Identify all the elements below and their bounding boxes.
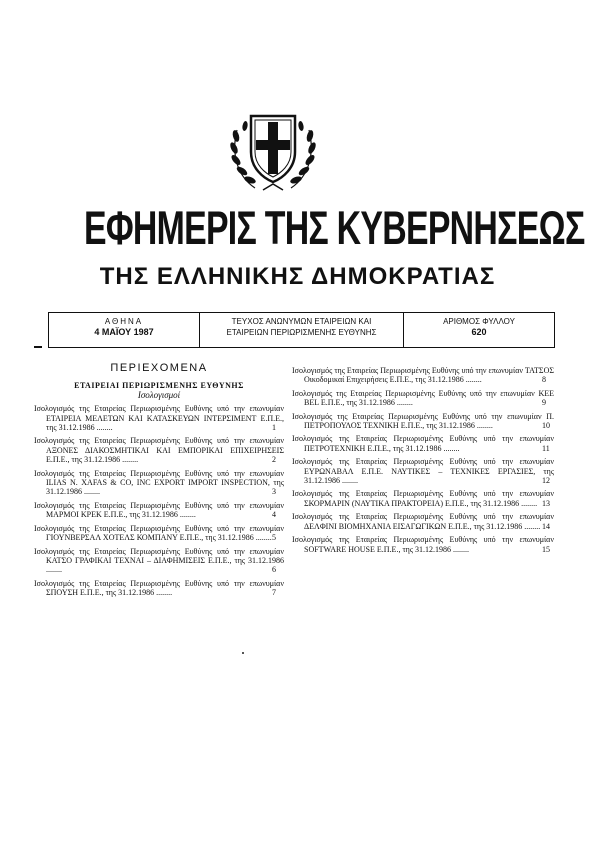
contents-entry xyxy=(34,579,284,598)
entry-page-number: 5 xyxy=(282,533,284,542)
entry-page-number: 4 xyxy=(282,510,284,519)
entry-page-number: 10 xyxy=(552,421,554,430)
entry-description: Ισολογισμός της Εταιρείας Περιωρισμένης Ευθύνης υπό την επωνυμίαν KEE BEL Ε.Π.Ε., της 31.12.1986 ........ xyxy=(292,388,554,408)
entry-page-number: 1 xyxy=(282,423,284,432)
entry-description: Ισολογισμός της Εταιρείας Περιωρισμένης Ευθύνης υπό την επωνυμίαν ΕΥΡΩΝΑΒΑΛ Ε.Π.Ε. ΝΑΥΤΙΚΕΣ – ΤΕΧΝΙΚΕΣ ΕΡΓΑΣΙΕΣ, της 31.12.1986 ........ xyxy=(292,457,554,486)
stray-dot xyxy=(242,652,244,654)
entry-page-number: 13 xyxy=(552,499,554,508)
entry-description: Ισολογισμός της Εταιρείας Περιωρισμένης Ευθύνης υπό την επωνυμίαν ΣΠΟΥΣΗ Ε.Π.Ε., της 31.12.1986 ........ xyxy=(34,578,284,598)
entry-page-number: 3 xyxy=(282,487,284,496)
entry-page-number: 11 xyxy=(552,444,554,453)
contents-entry xyxy=(292,535,554,554)
entry-page-number: 14 xyxy=(552,522,554,531)
entry-page-number: 12 xyxy=(552,476,554,485)
entry-description: Ισολογισμός της Εταιρείας Περιωρισμένης Ευθύνης υπό την επωνυμίαν ΓΙΟΥΝΒΕΡΣΑΛ ΧΟΤΕΛΣ ΚΟΜΠΑΝΥ Ε.Π.Ε., της 31.12.1986 ........ xyxy=(34,523,284,543)
entry-description: Ισολογισμός της Εταιρείας Περιωρισμένης Ευθύνης υπό την επωνυμίαν ΠΕΤΡΟΤΕΧΝΙΚΗ Ε.Π.Ε., της 31.12.1986 ........ xyxy=(292,434,554,453)
contents-entry xyxy=(292,457,554,485)
contents-entry xyxy=(292,412,554,431)
entry-description: Ισολογισμός της Εταιρείας Περιωρισμένης Ευθύνης υπό την επωνυμίαν SOFTWARE HOUSE Ε.Π.Ε., της 31.12.1986 ........ xyxy=(292,535,554,554)
issue-info-box xyxy=(48,312,555,348)
issue-date: 4 ΜΑΪΟΥ 1987 xyxy=(94,327,154,337)
entry-description: Ισολογισμός της Εταιρείας Περιωρισμένης Ευθύνης υπό την επωνυμίαν ΣΚΟΡΜΑΡΙΝ (ΝΑΥΤΙΚΑ ΠΡΑΚΤΟΡΕΙΑ) Ε.Π.Ε., της 31.12.1986 ........ xyxy=(292,489,554,508)
contents-right-column xyxy=(292,366,554,558)
entry-page-number: 2 xyxy=(282,455,284,464)
entry-description: Ισολογισμός της Εταιρείας Περιωρισμένης Ευθύνης υπό την επωνυμίαν ILIAS N. XAFAS & CO, INC EXPORT IMPORT INSPECTION, της 31.12.1986 ........ xyxy=(34,468,284,497)
issue-type-cell xyxy=(199,313,403,347)
contents-entry xyxy=(292,489,554,508)
gazette-subtitle: ΤΗΣ ΕΛΛΗΝΙΚΗΣ ΔΗΜΟΚΡΑΤΙΑΣ xyxy=(99,263,496,290)
contents-left-column xyxy=(34,358,284,602)
contents-entry xyxy=(34,436,284,464)
entry-description: Ισολογισμός της Εταιρείας Περιωρισμένης Ευθύνης υπό την επωνυμίαν ΜΑΡΜΟΙ ΚΡΕΚ Ε.Π.Ε., της 31.12.1986 ........ xyxy=(34,500,284,520)
section-heading: ΕΤΑΙΡΕΙΑΙ ΠΕΡΙΩΡΙΣΜΕΝΗΣ ΕΥΘΥΝΗΣ xyxy=(74,381,244,391)
contents-entry xyxy=(292,434,554,453)
contents-heading: ΠΕΡΙΕΧΟΜΕΝΑ xyxy=(110,362,208,374)
entry-page-number: 8 xyxy=(552,375,554,384)
contents-entry xyxy=(34,524,284,543)
contents-entry xyxy=(292,512,554,531)
entry-description: Ισολογισμός της Εταιρείας Περιωρισμένης Ευθύνης υπό την επωνυμίαν ΔΕΛΦΙΝΙ ΒΙΟΜΗΧΑΝΙΑ ΕΙΣΑΓΩΓΙΚΩΝ Ε.Π.Ε., της 31.12.1986 ........ xyxy=(292,512,554,531)
entry-description: Ισολογισμός της Εταιρείας Περιωρισμένης Ευθύνης υπό την επωνυμίαν ΤΑΤΣΟΣ Οικοδομικαί Επιχειρήσεις Ε.Π.Ε., της 31.12.1986 ........ xyxy=(292,366,554,385)
issue-city: ΑΘΗΝΑ xyxy=(104,317,144,326)
contents-entry xyxy=(34,547,284,575)
entry-page-number: 7 xyxy=(282,588,284,597)
issue-type-line1: ΤΕΥΧΟΣ ΑΝΩΝΥΜΩΝ ΕΤΑΙΡΕΙΩΝ ΚΑΙ xyxy=(231,317,372,326)
sheet-number-label: ΑΡΙΘΜΟΣ ΦΥΛΛΟΥ xyxy=(443,317,515,326)
entry-description: Ισολογισμός της Εταιρείας Περιωρισμένης Ευθύνης υπό την επωνυμίαν ΑΞΟΝΕΣ ΔΙΑΚΟΣΜΗΤΙΚΑΙ ΚΑΙ ΕΜΠΟΡΙΚΑΙ ΕΠΙΧΕΙΡΗΣΕΙΣ Ε.Π.Ε., της 31.12.1986 ........ xyxy=(34,436,284,465)
entry-description: Ισολογισμός της Εταιρείας Περιωρισμένης Ευθύνης υπό την επωνυμίαν ΕΤΑΙΡΕΙΑ ΜΕΛΕΤΩΝ ΚΑΙ ΚΑΤΑΣΚΕΥΩΝ ΙΝΤΕΡΣΙΜΕΝΤ Ε.Π.Ε., της 31.12.1986 ........ xyxy=(34,404,284,433)
contents-entry xyxy=(292,366,554,385)
issue-type-line2: ΕΤΑΙΡΕΙΩΝ ΠΕΡΙΩΡΙΣΜΕΝΗΣ ΕΥΘΥΝΗΣ xyxy=(226,328,377,337)
entry-description: Ισολογισμός της Εταιρείας Περιωρισμένης Ευθύνης υπό την επωνυμίαν ΚΑΤΣΟ ΓΡΑΦΙΚΑΙ ΤΕΧΝΑΙ – ΔΙΑΦΗΜΙΣΕΙΣ Ε.Π.Ε., της 31.12.1986 ........ xyxy=(34,546,284,575)
contents-entry xyxy=(34,404,284,432)
entry-page-number: 9 xyxy=(552,398,554,407)
sheet-number-cell xyxy=(403,313,554,347)
contents-entry xyxy=(34,501,284,520)
contents-entry xyxy=(292,389,554,408)
coat-of-arms-emblem xyxy=(223,100,323,200)
entry-description: Ισολογισμός της Εταιρείας Περιωρισμένης Ευθύνης υπό την επωνυμίαν Π. ΠΕΤΡΟΠΟΥΛΟΣ ΤΕΧΝΙΚΗ Ε.Π.Ε., της 31.12.1986 ........ xyxy=(292,411,554,431)
entry-page-number: 15 xyxy=(552,545,554,554)
issue-date-cell xyxy=(49,313,199,347)
contents-entry xyxy=(34,469,284,497)
gazette-title: ΕΦΗΜΕΡΙΣ ΤΗΣ ΚΥΒΕΡΝΗΣΕΩΣ xyxy=(83,201,585,254)
entry-page-number: 6 xyxy=(282,565,284,574)
margin-mark xyxy=(34,346,42,348)
subsection-heading: Ισολογισμοί xyxy=(137,389,181,400)
sheet-number: 620 xyxy=(471,327,487,337)
